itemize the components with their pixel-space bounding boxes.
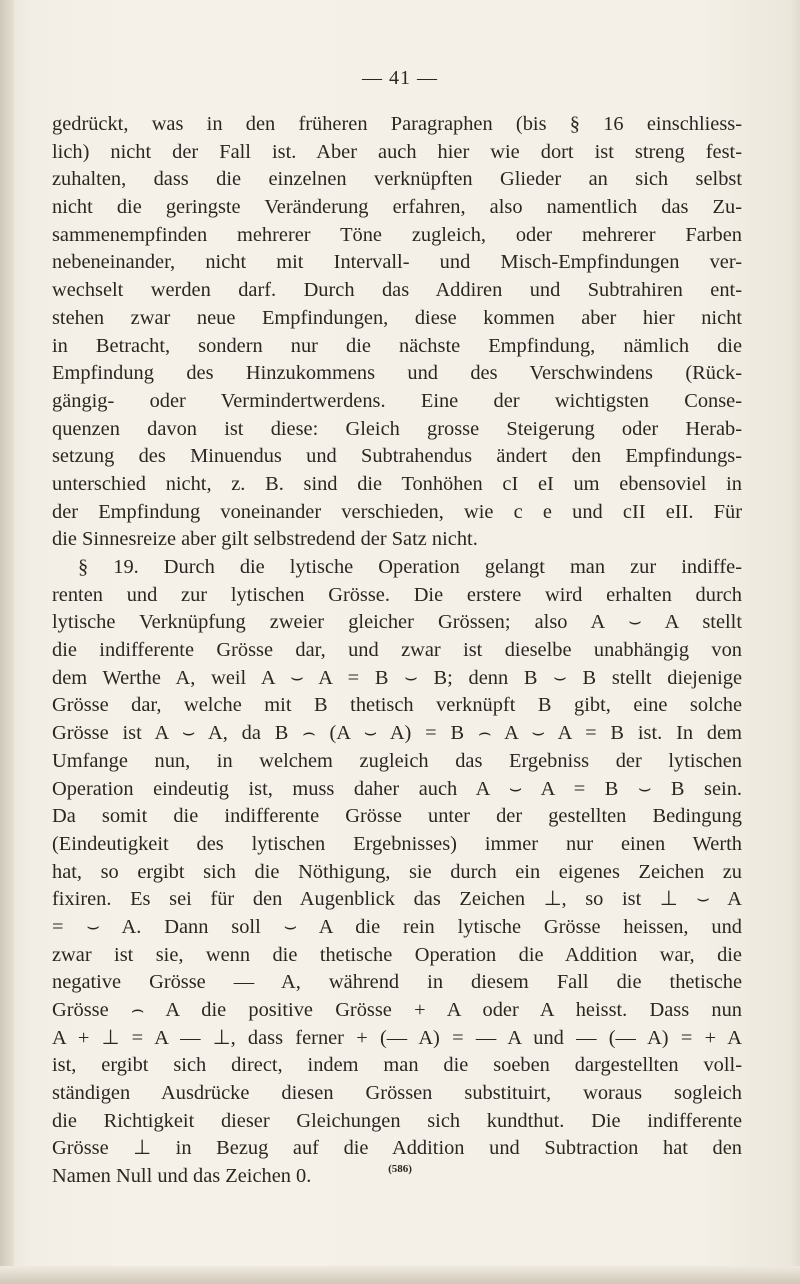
text-line: gedrückt, was in den früheren Paragraphen (bis § 16 einschliess- bbox=[52, 113, 742, 135]
text-line: negative Grösse — A, während in diesem Fall die thetische bbox=[52, 971, 742, 994]
text-line: ist, ergibt sich direct, indem man die soeben dargestellten voll- bbox=[52, 1054, 742, 1077]
text-line: dem Werthe A, weil A ⌣ A = B ⌣ B; denn B ⌣ B stellt diejenige bbox=[52, 666, 742, 689]
text-line: unterschied nicht, z. B. sind die Tonhöhen cI eI um ebensoviel in bbox=[52, 472, 742, 495]
text-line: Operation eindeutig ist, muss daher auch A ⌣ A = B ⌣ B sein. bbox=[52, 777, 742, 800]
text-line: Grösse dar, welche mit B thetisch verknüpft B gibt, eine solche bbox=[52, 694, 742, 717]
printer-signature: (586) bbox=[388, 1163, 412, 1175]
text-line: stehen zwar neue Empfindungen, diese kommen aber hier nicht bbox=[52, 306, 742, 329]
text-line: Da somit die indifferente Grösse unter der gestellten Bedingung bbox=[52, 805, 742, 828]
text-line: (Eindeutigkeit des lytischen Ergebnisses) immer nur einen Werth bbox=[52, 832, 742, 855]
text-line: Grösse ist A ⌣ A, da B ⌢ (A ⌣ A) = B ⌢ A ⌣ A = B ist. In dem bbox=[52, 722, 742, 745]
text-line: Grösse ⊥ in Bezug auf die Addition und Subtraction hat den bbox=[52, 1137, 742, 1160]
text-line: zuhalten, dass die einzelnen verknüpften Glieder an sich selbst bbox=[52, 168, 742, 191]
text-line: ständigen Ausdrücke diesen Grössen substituirt, woraus sogleich bbox=[52, 1082, 742, 1105]
text-line: hat, so ergibt sich die Nöthigung, sie durch ein eigenes Zeichen zu bbox=[52, 860, 742, 883]
text-line: setzung des Minuendus und Subtrahendus ändert den Empfindungs- bbox=[52, 445, 742, 468]
text-line: Grösse ⌢ A die positive Grösse + A oder A heisst. Dass nun bbox=[52, 999, 742, 1021]
text-line: Umfange nun, in welchem zugleich das Ergebniss der lytischen bbox=[52, 749, 742, 772]
body-text bbox=[52, 111, 742, 1191]
text-line: sammenempfinden mehrerer Töne zugleich, oder mehrerer Farben bbox=[52, 223, 742, 246]
text-line: A + ⊥ = A — ⊥, dass ferner + (— A) = — A und — (— A) = + A bbox=[52, 1026, 742, 1049]
text-line: nebeneinander, nicht mit Intervall- und Misch-Empfindungen ver- bbox=[52, 251, 742, 274]
text-line: gängig- oder Vermindertwerdens. Eine der wichtigsten Conse- bbox=[52, 389, 742, 412]
text-line: nicht die geringste Veränderung erfahren, also namentlich das Zu- bbox=[52, 196, 742, 219]
text-line: die Sinnesreize aber gilt selbstredend der Satz nicht. bbox=[52, 528, 478, 551]
text-line: quenzen davon ist diese: Gleich grosse Steigerung oder Herab- bbox=[52, 417, 742, 440]
text-line: fixiren. Es sei für den Augenblick das Zeichen ⊥, so ist ⊥ ⌣ A bbox=[52, 888, 742, 911]
text-line: = ⌣ A. Dann soll ⌣ A die rein lytische Grösse heissen, und bbox=[52, 915, 742, 938]
text-line: lytische Verknüpfung zweier gleicher Grössen; also A ⌣ A stellt bbox=[52, 611, 742, 634]
section-heading-line: § 19. Durch die lytische Operation gelangt man zur indiffe- bbox=[78, 556, 742, 578]
page-gutter bbox=[0, 0, 14, 1284]
text-line: wechselt werden darf. Durch das Addiren und Subtrahiren ent- bbox=[52, 279, 742, 302]
text-line: die indifferente Grösse dar, und zwar ist dieselbe unabhängig von bbox=[52, 639, 742, 662]
text-line: in Betracht, sondern nur die nächste Empfindung, nämlich die bbox=[52, 334, 742, 357]
text-line: die Richtigkeit dieser Gleichungen sich kundthut. Die indifferente bbox=[52, 1109, 742, 1132]
text-line: zwar ist sie, wenn die thetische Operation die Addition war, die bbox=[52, 943, 742, 966]
text-line: der Empfindung voneinander verschieden, wie c e und cII eII. Für bbox=[52, 500, 742, 523]
page-bottom-edge bbox=[0, 1266, 800, 1284]
text-line: Namen Null und das Zeichen 0. bbox=[52, 1165, 312, 1188]
text-line: lich) nicht der Fall ist. Aber auch hier wie dort ist streng fest- bbox=[52, 140, 742, 163]
text-line: Empfindung des Hinzukommens und des Verschwindens (Rück- bbox=[52, 362, 742, 385]
text-line: renten und zur lytischen Grösse. Die erstere wird erhalten durch bbox=[52, 583, 742, 606]
page-number: — 41 — bbox=[362, 67, 438, 89]
